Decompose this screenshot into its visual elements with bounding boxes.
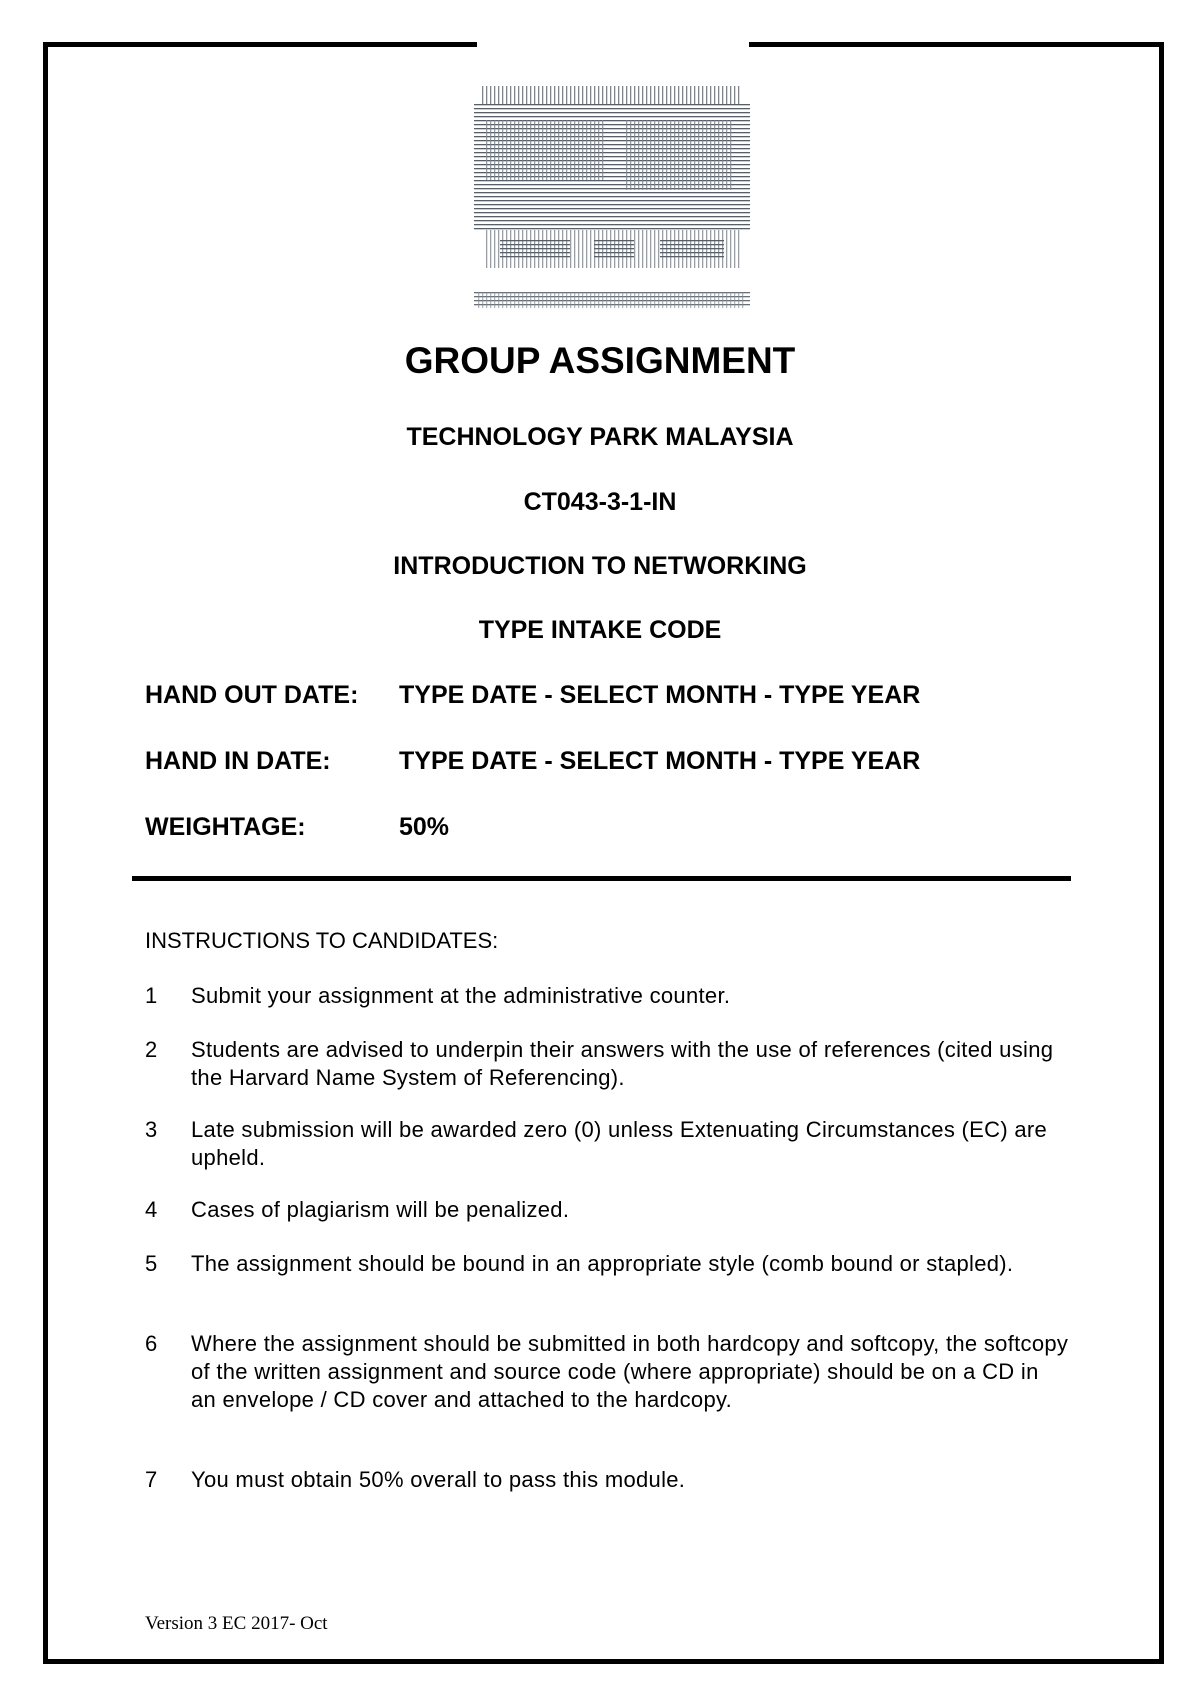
weightage-label: WEIGHTAGE: [145,813,306,841]
instruction-text: You must obtain 50% overall to pass this module. [191,1467,686,1492]
instruction-number: 4 [145,1197,158,1222]
weightage-row [145,813,449,842]
instruction-item [145,1466,1070,1494]
instruction-text: The assignment should be bound in an appropriate style (comb bound or stapled). [191,1251,1014,1276]
weightage-value: 50% [399,813,450,841]
instruction-item [145,1116,1070,1172]
instruction-text: Where the assignment should be submitted in both hardcopy and softcopy, the softcopy of the written assignment and source code (where appropriate) should be on a CD in an envelope / CD cover and attached to the hardcopy. [191,1331,1069,1412]
instruction-item [145,1036,1070,1092]
hand-out-date-row [145,681,920,710]
instruction-text: Students are advised to underpin their answers with the use of references (cited using the Harvard Name System of Referencing). [191,1037,1054,1090]
frame-right-border [1159,42,1164,1664]
version-footer: Version 3 EC 2017- Oct [145,1613,328,1634]
instruction-number: 2 [145,1037,158,1062]
instruction-text: Cases of plagiarism will be penalized. [191,1197,570,1222]
university-logo [474,80,750,312]
hand-in-date-value: TYPE DATE - SELECT MONTH - TYPE YEAR [399,747,921,775]
instruction-item [145,1196,1070,1224]
hand-in-date-label: HAND IN DATE: [145,747,331,775]
hand-out-date-value: TYPE DATE - SELECT MONTH - TYPE YEAR [399,681,921,709]
frame-bottom-border [43,1659,1164,1664]
institution-name: TECHNOLOGY PARK MALAYSIA [406,423,794,451]
instruction-item [145,1330,1070,1414]
instruction-text: Late submission will be awarded zero (0) unless Extenuating Circumstances (EC) are upheld. [191,1117,1048,1170]
instructions-heading: INSTRUCTIONS TO CANDIDATES: [145,928,499,953]
instruction-number: 3 [145,1117,158,1142]
instruction-item [145,1250,1070,1278]
instruction-item [145,982,1070,1010]
instruction-number: 6 [145,1331,158,1356]
logo-wordmark-band [474,292,750,308]
instruction-text: Submit your assignment at the administrative counter. [191,983,731,1008]
instruction-number: 7 [145,1467,158,1492]
instruction-number: 1 [145,983,158,1008]
hand-in-date-row [145,747,920,776]
logo-crest-shape [474,86,750,268]
frame-left-border [43,42,48,1664]
frame-top-right-border [749,42,1164,47]
instruction-number: 5 [145,1251,158,1276]
section-divider [132,876,1071,881]
intake-code: TYPE INTAKE CODE [478,616,722,644]
module-code: CT043-3-1-IN [523,488,677,516]
module-name: INTRODUCTION TO NETWORKING [393,552,807,580]
hand-out-date-label: HAND OUT DATE: [145,681,359,709]
page-title: GROUP ASSIGNMENT [404,340,796,381]
frame-top-left-border [43,42,477,47]
